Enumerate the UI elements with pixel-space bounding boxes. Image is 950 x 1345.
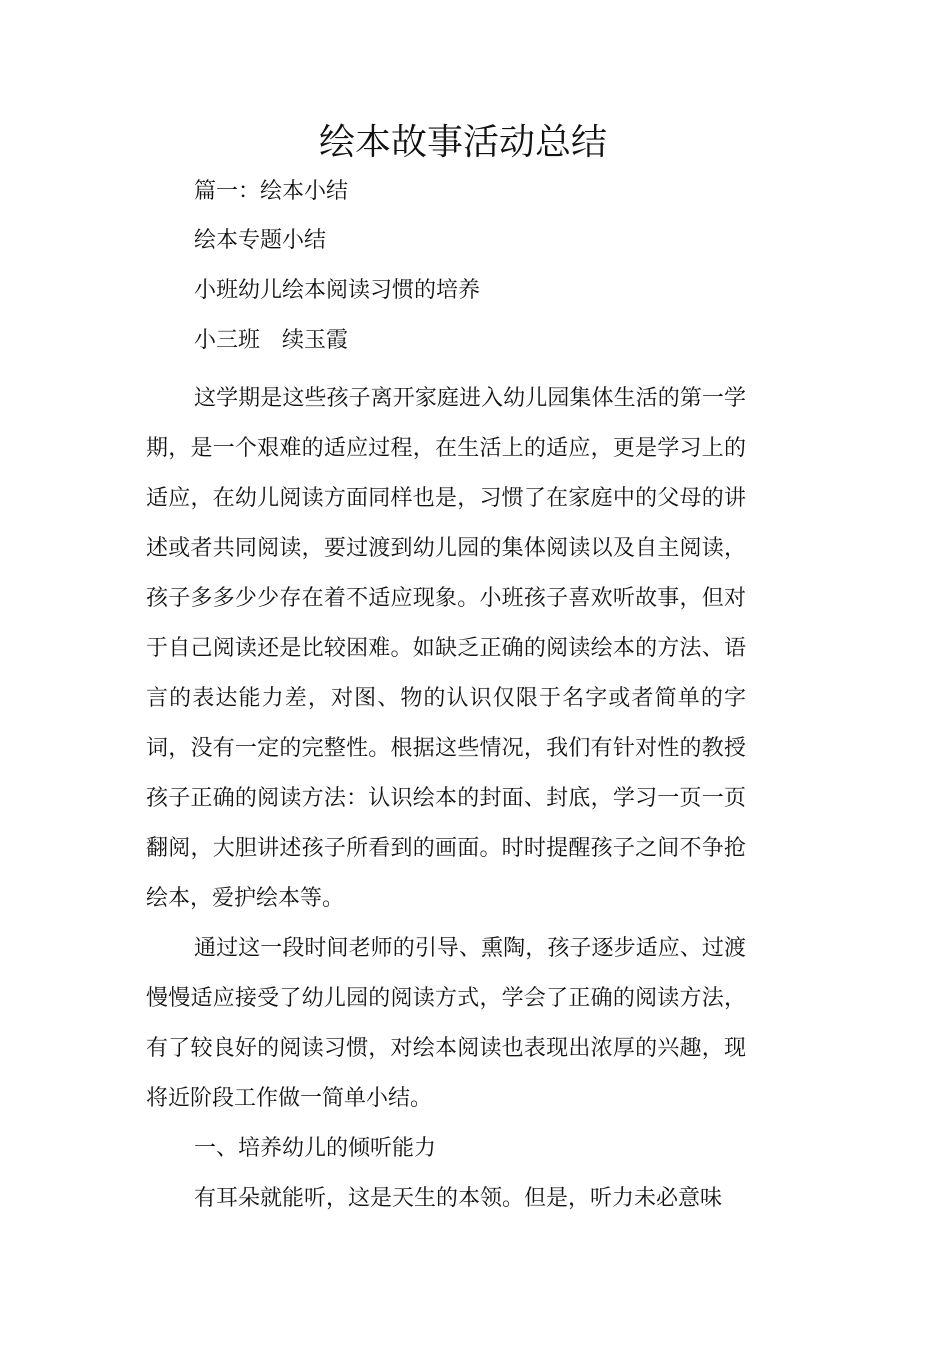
document-title: 绘本故事活动总结 bbox=[318, 122, 607, 163]
author-line: 小三班 续玉霞 bbox=[194, 328, 349, 353]
subtitle: 绘本专题小结 bbox=[194, 228, 327, 253]
paragraph: 有耳朵就能听，这是天生的本领。但是，听力未必意味 bbox=[194, 1186, 723, 1211]
section-heading: 篇一：绘本小结 bbox=[194, 179, 349, 204]
paragraph: 这学期是这些孩子离开家庭进入幼儿园集体生活的第一学期，是一个艰难的适应过程，在生活上的适应，更是学习上的适应，在幼儿阅读方面同样也是，习惯了在家庭中的父母的讲述或者共同阅读，要过渡到幼儿园的集体阅读以及自主阅读，孩子多多少少存在着不适应现象。小班孩子喜欢听故事，但对于自己阅读还是比较困难。如缺乏正确的阅读绘本的方法、语言的表达能力差，对图、物的认识仅限于名字或者简单的字词，没有一定的完整性。根据这些情况，我们有针对性的教授孩子正确的阅读方法：认识绘本的封面、封底，学习一页一页翻阅，大胆讲述孩子所看到的画面。时时提醒孩子之间不争抢绘本，爱护绘本等。 bbox=[146, 386, 746, 911]
document-body bbox=[146, 374, 746, 1224]
section-heading: 一、培养幼儿的倾听能力 bbox=[194, 1136, 437, 1161]
topic-line: 小班幼儿绘本阅读习惯的培养 bbox=[194, 278, 481, 303]
paragraph: 通过这一段时间老师的引导、熏陶，孩子逐步适应、过渡慢慢适应接受了幼儿园的阅读方式，学会了正确的阅读方法，有了较良好的阅读习惯，对绘本阅读也表现出浓厚的兴趣，现将近阶段工作做一简单小结。 bbox=[146, 936, 746, 1111]
